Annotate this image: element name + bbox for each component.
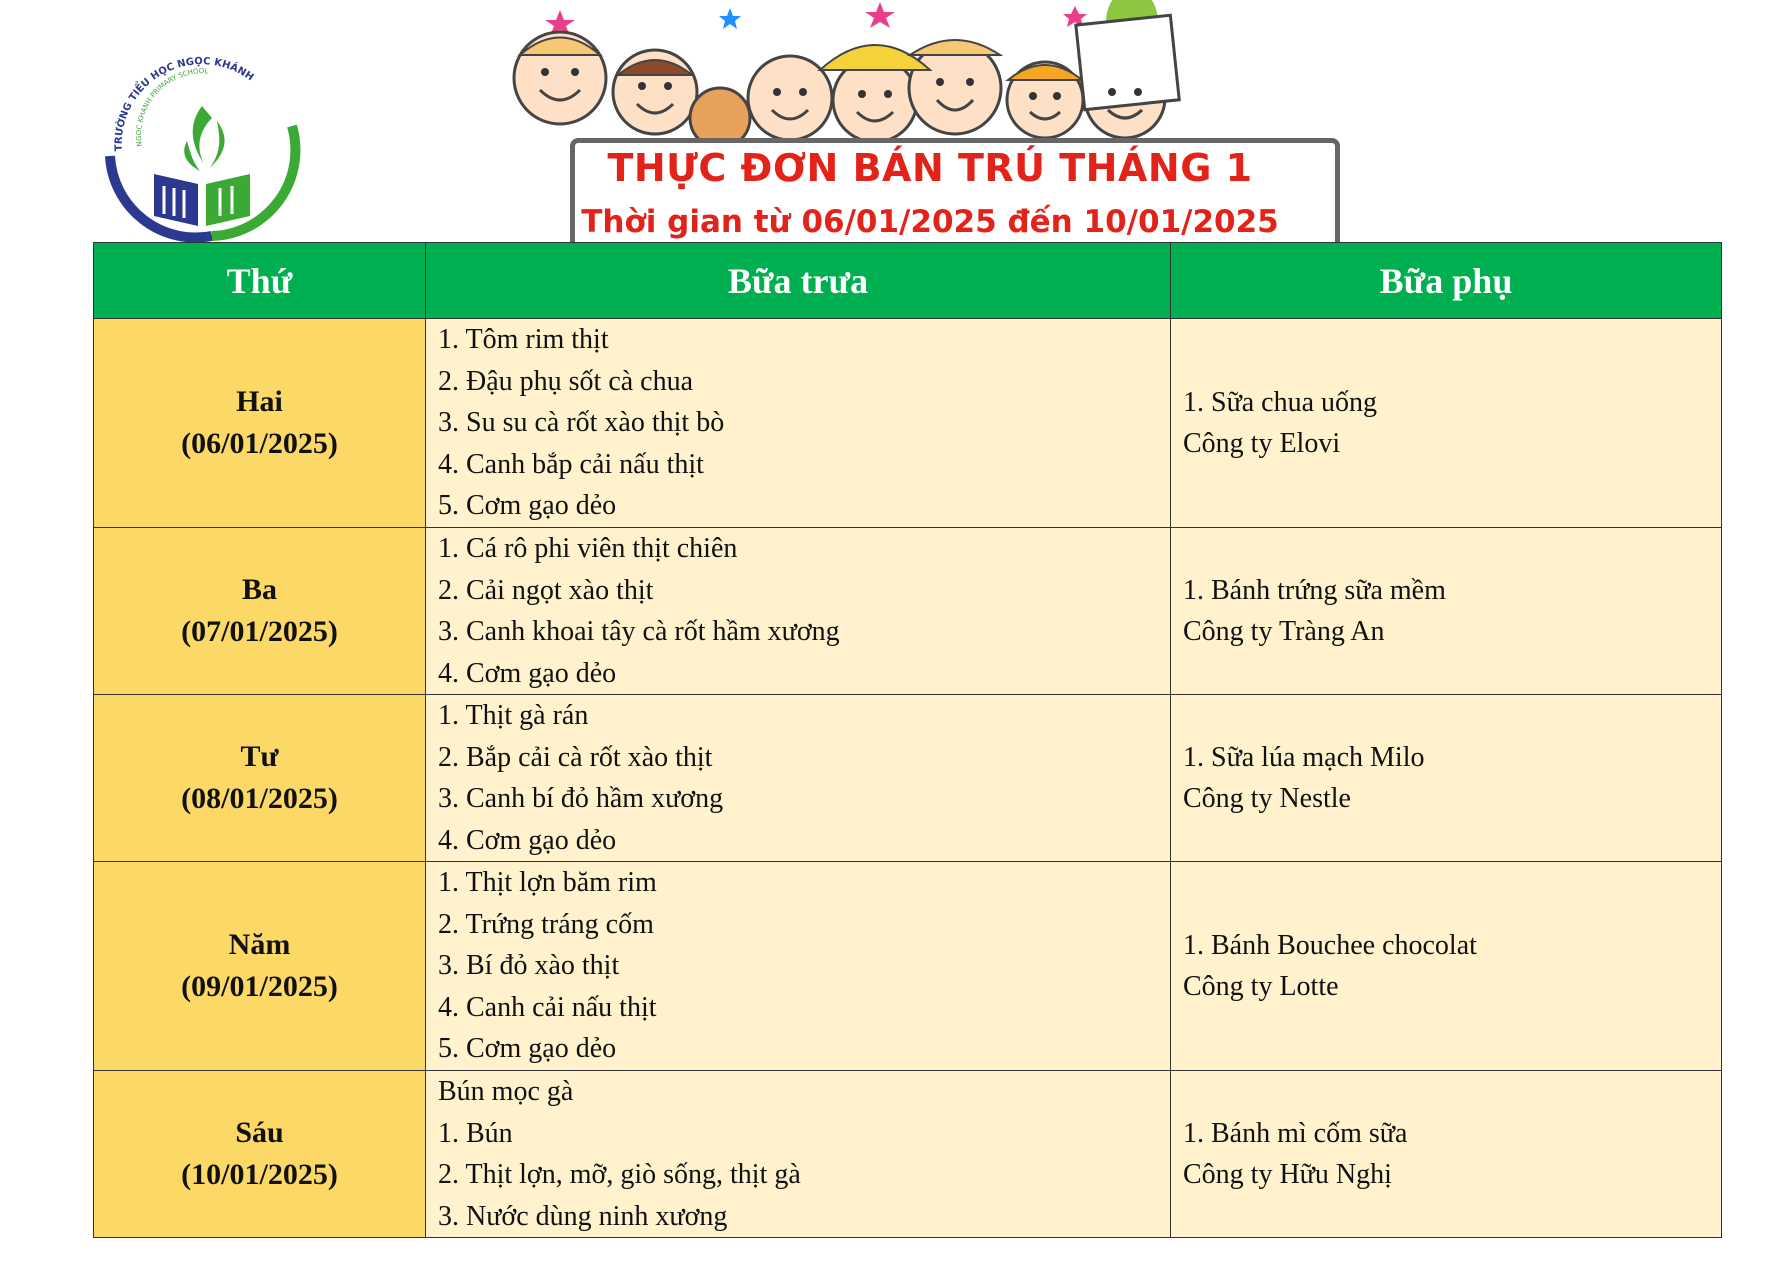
lunch-item: 3. Su su cà rốt xào thịt bò — [438, 407, 725, 439]
page-title: THỰC ĐƠN BÁN TRÚ THÁNG 1 — [607, 146, 1253, 190]
lunch-item: 2. Bắp cải cà rốt xào thịt — [438, 741, 713, 773]
lunch-item: 2. Đậu phụ sốt cà chua — [438, 365, 694, 397]
lunch-item: 3. Canh khoai tây cà rốt hầm xương — [438, 616, 840, 647]
snack-cell — [1171, 695, 1722, 862]
logo-text-top: TRƯỜNG TIỂU HỌC NGỌC KHÁNH — [113, 56, 256, 152]
table-row — [94, 1071, 1722, 1238]
lunch-item: 2. Cải ngọt xào thịt — [438, 574, 654, 606]
day-name: Năm — [228, 928, 291, 961]
lunch-item: 4. Canh cải nấu thịt — [438, 991, 657, 1023]
snack-cell — [1171, 528, 1722, 695]
day-date: (09/01/2025) — [181, 970, 338, 1003]
lunch-item: 5. Cơm gạo dẻo — [438, 1033, 617, 1065]
lunch-item: 1. Thịt lợn băm rim — [438, 867, 657, 899]
column-header-snack: Bữa phụ — [1171, 243, 1722, 319]
snack-item: 1. Bánh mì cốm sữa — [1183, 1117, 1408, 1149]
table-row — [94, 319, 1722, 528]
day-cell — [94, 319, 426, 528]
day-date: (08/01/2025) — [181, 782, 338, 815]
page-subtitle: Thời gian từ 06/01/2025 đến 10/01/2025 — [581, 204, 1279, 240]
day-cell — [94, 695, 426, 862]
table-header-row — [94, 243, 1722, 319]
lunch-cell — [426, 319, 1171, 528]
lunch-item: 3. Canh bí đỏ hầm xương — [438, 783, 724, 814]
lunch-item: 4. Cơm gạo dẻo — [438, 657, 617, 689]
menu-table — [93, 242, 1722, 1238]
column-header-day: Thứ — [94, 243, 426, 319]
snack-supplier: Công ty Nestle — [1183, 783, 1351, 814]
day-name: Hai — [236, 385, 283, 418]
day-name: Tư — [240, 740, 279, 773]
snack-supplier: Công ty Elovi — [1183, 428, 1341, 459]
lunch-cell — [426, 528, 1171, 695]
lunch-item: 3. Nước dùng ninh xương — [438, 1200, 728, 1232]
day-cell — [94, 1071, 426, 1238]
lunch-cell — [426, 862, 1171, 1071]
lunch-item: 3. Bí đỏ xào thịt — [438, 950, 620, 982]
lunch-item: 1. Cá rô phi viên thịt chiên — [438, 533, 738, 564]
logo-text-sub: NGOC KHANH PRIMARY SCHOOL — [135, 67, 209, 147]
snack-cell — [1171, 862, 1722, 1071]
table-row — [94, 528, 1722, 695]
school-logo — [92, 46, 312, 246]
day-name: Sáu — [235, 1116, 284, 1149]
lunch-item: 2. Trứng tráng cốm — [438, 908, 654, 940]
snack-cell — [1171, 1071, 1722, 1238]
snack-supplier: Công ty Hữu Nghị — [1183, 1159, 1392, 1190]
lunch-cell — [426, 695, 1171, 862]
day-cell — [94, 528, 426, 695]
table-row — [94, 695, 1722, 862]
lunch-item: 1. Bún — [438, 1117, 513, 1149]
header-banner — [500, 0, 1360, 244]
snack-cell — [1171, 319, 1722, 528]
lunch-item: Bún mọc gà — [438, 1076, 574, 1107]
column-header-lunch: Bữa trưa — [426, 243, 1171, 319]
snack-item: 1. Sữa chua uống — [1183, 386, 1378, 418]
day-name: Ba — [241, 573, 277, 606]
lunch-item: 1. Thịt gà rán — [438, 700, 589, 731]
day-date: (10/01/2025) — [181, 1158, 338, 1191]
lunch-item: 5. Cơm gạo dẻo — [438, 490, 617, 522]
snack-item: 1. Bánh Bouchee chocolat — [1183, 929, 1477, 961]
lunch-cell — [426, 1071, 1171, 1238]
lunch-item: 2. Thịt lợn, mỡ, giò sống, thịt gà — [438, 1159, 801, 1190]
lunch-item: 4. Canh bắp cải nấu thịt — [438, 448, 704, 480]
kids-illustration — [500, 0, 1360, 160]
day-date: (06/01/2025) — [181, 427, 338, 460]
day-cell — [94, 862, 426, 1071]
lunch-item: 1. Tôm rim thịt — [438, 324, 609, 356]
snack-supplier: Công ty Lotte — [1183, 971, 1339, 1002]
table-row — [94, 862, 1722, 1071]
snack-item: 1. Sữa lúa mạch Milo — [1183, 741, 1425, 773]
snack-item: 1. Bánh trứng sữa mềm — [1183, 574, 1446, 606]
snack-supplier: Công ty Tràng An — [1183, 616, 1385, 647]
lunch-item: 4. Cơm gạo dẻo — [438, 824, 617, 856]
day-date: (07/01/2025) — [181, 615, 338, 648]
